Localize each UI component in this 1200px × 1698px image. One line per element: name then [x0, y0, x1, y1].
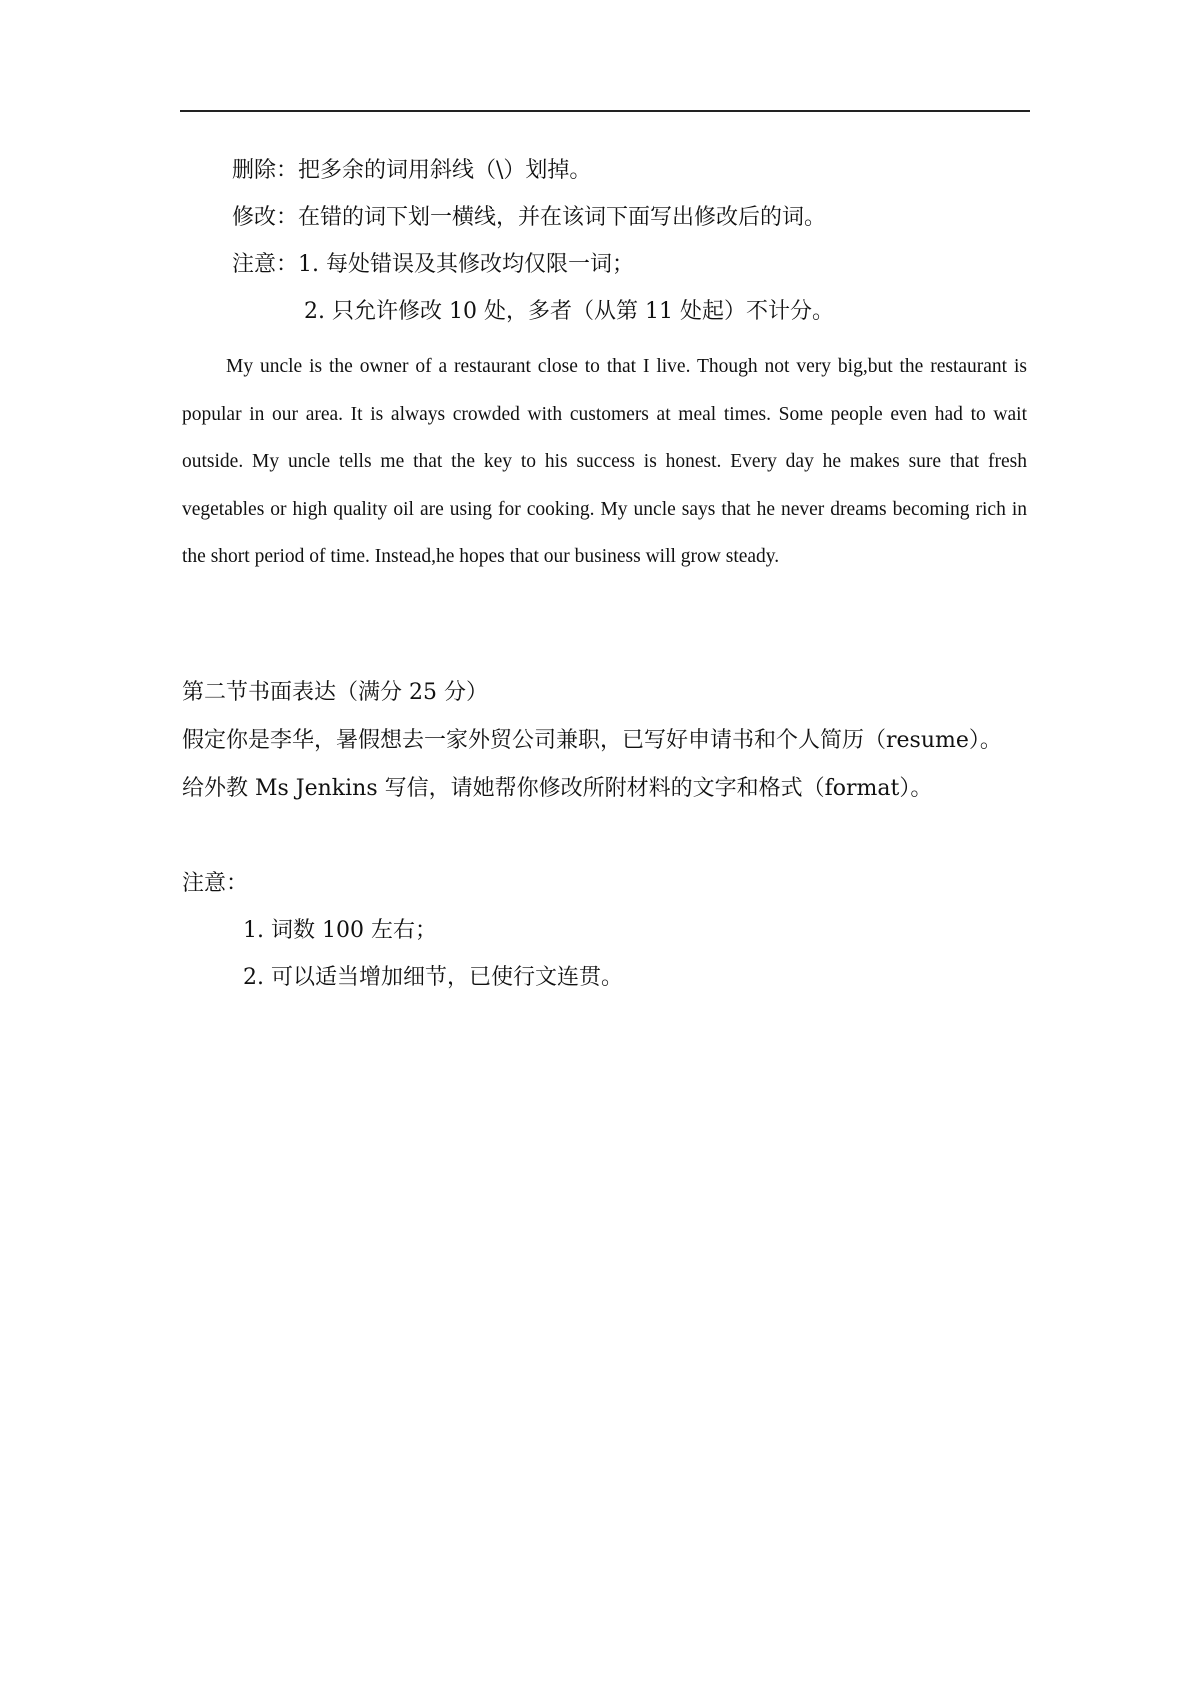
- instruction-note-2: 2. 只允许修改 10 处，多者（从第 11 处起）不计分。: [304, 299, 834, 324]
- correction-passage: My uncle is the owner of a restaurant close to that I live. Though not very big,but the restaurant is popular in our area. It is always crowded with customers at meal times. Some people even had to wait outside. My uncle tells me that the key to his success is honest. Every day he makes sure that fresh vegetables or high quality oil are using for cooking. My uncle says that he never dreams becoming rich in the short period of time. Instead,he hopes that our business will grow steady.: [182, 356, 1027, 568]
- instruction-delete: 删除：把多余的词用斜线（\）划掉。: [232, 158, 592, 183]
- note-item: 1. 词数 100 左右；: [243, 918, 437, 943]
- instruction-note-1: 注意：1. 每处错误及其修改均仅限一词；: [232, 252, 634, 277]
- writing-prompt-line-2: 给外教 Ms Jenkins 写信，请她帮你修改所附材料的文字和格式（format）。: [182, 776, 933, 801]
- notes-heading: 注意：: [182, 871, 249, 896]
- note-item: 2. 可以适当增加细节，已使行文连贯。: [243, 965, 623, 990]
- instruction-modify: 修改：在错的词下划一横线，并在该词下面写出修改后的词。: [232, 205, 827, 230]
- section-2-heading: 第二节书面表达（满分 25 分）: [182, 680, 488, 705]
- header-rule: [180, 110, 1030, 112]
- writing-prompt-line-1: 假定你是李华，暑假想去一家外贸公司兼职，已写好申请书和个人简历（resume）。: [182, 728, 1002, 753]
